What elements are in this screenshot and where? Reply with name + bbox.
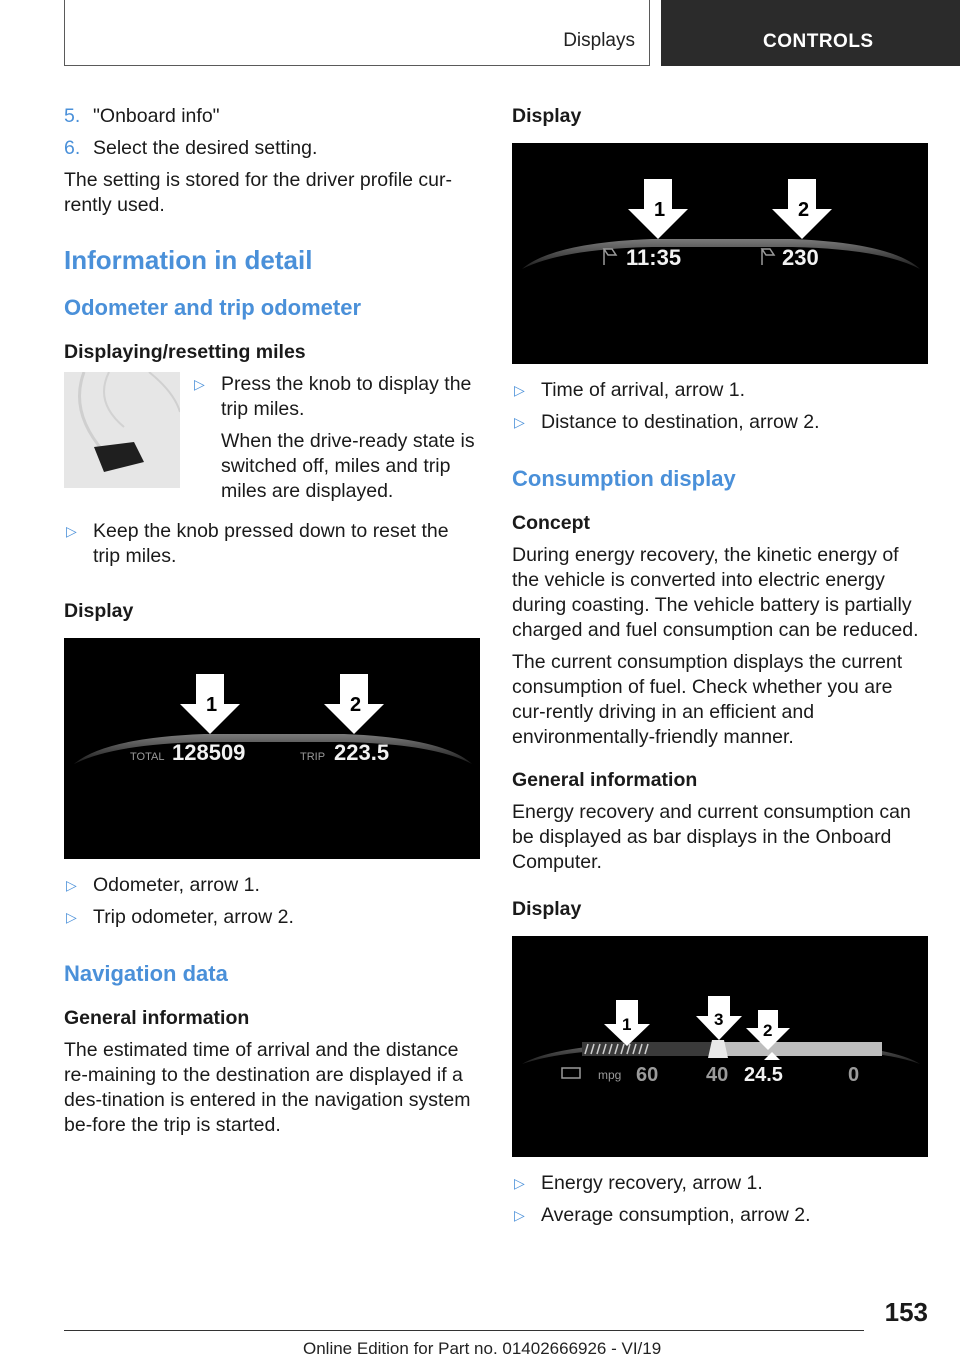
arrow-label-2: 2 xyxy=(798,199,810,221)
arrival-time: 11:35 xyxy=(626,245,682,270)
scale-0: 0 xyxy=(848,1064,860,1086)
header-chapter-box xyxy=(661,0,960,66)
heading-odometer: Odometer and trip odometer xyxy=(64,295,362,320)
scale-60: 60 xyxy=(636,1064,659,1086)
nav-bullet-2: ▷ Distance to destination, arrow 2. xyxy=(514,411,820,433)
nav-bullet-1: ▷ Time of arrival, arrow 1. xyxy=(514,379,746,401)
step-5: 5. "Onboard info" xyxy=(64,105,220,127)
triangle-bullet-icon: ▷ xyxy=(514,1175,525,1191)
page-number: 153 xyxy=(884,1297,928,1327)
heading-consumption-display: Consumption display xyxy=(512,466,736,491)
cons-bullet-1: ▷ Energy recovery, arrow 1. xyxy=(514,1172,763,1194)
flag-icon xyxy=(604,249,616,265)
triangle-bullet-icon: ▷ xyxy=(514,382,525,398)
knob-image xyxy=(64,372,180,488)
triangle-bullet-icon: ▷ xyxy=(66,877,77,893)
heading-navigation-data: Navigation data xyxy=(64,961,228,986)
footer-edition: Online Edition for Part no. 01402666926 - VI/19 xyxy=(303,1339,662,1358)
heading-nav-general: General information xyxy=(64,1007,250,1029)
knob-block xyxy=(64,372,480,518)
header-chapter-title: CONTROLS xyxy=(763,31,874,52)
triangle-bullet-icon: ▷ xyxy=(514,414,525,430)
average-value: 24.5 xyxy=(744,1064,783,1086)
heading-displaying-resetting: Displaying/resetting miles xyxy=(64,341,306,363)
unit-label: mpg xyxy=(598,1068,622,1082)
arrow-label-2: 2 xyxy=(763,1021,773,1040)
triangle-bullet-icon: ▷ xyxy=(194,376,205,392)
heading-display-odometer: Display xyxy=(64,600,134,622)
arrow-label-3: 3 xyxy=(714,1010,724,1029)
header-section-box xyxy=(64,0,650,66)
concept-text: During energy recovery, the kinetic energy of the vehicle is converted into electric energy during coasting. The vehicle battery is partially charged and fuel consumption can be reduced. xyxy=(512,544,919,641)
cons-bullet-2: ▷ Average consumption, arrow 2. xyxy=(514,1204,811,1226)
flag-icon xyxy=(762,249,774,265)
step-6: 6. Select the desired setting. xyxy=(64,137,318,159)
consumption-general-text: Energy recovery and current consumption can be displayed as bar displays in the Onboard Computer. xyxy=(512,801,911,873)
current-consumption-text: The current consumption displays the current consumption of fuel. Check whether you are cur-rently driving in an efficient and environmentally-friendly manner. xyxy=(512,651,903,748)
scale-40: 40 xyxy=(706,1064,729,1086)
navigation-display-image xyxy=(512,143,928,364)
total-value: 128509 xyxy=(172,740,246,765)
heading-consumption-general: General information xyxy=(512,769,698,791)
right-column xyxy=(512,104,928,1235)
heading-display-nav: Display xyxy=(512,105,582,127)
arrow-label-2: 2 xyxy=(350,694,362,716)
arrow-label-1: 1 xyxy=(206,694,218,716)
triangle-bullet-icon: ▷ xyxy=(66,523,77,539)
header-section-title: Displays xyxy=(563,30,635,51)
nav-general-text: The estimated time of arrival and the distance re-maining to the destination are displayed if a des-tination is entered in the navigation system be-fore the trip is started. xyxy=(64,1039,471,1136)
heading-display-consumption: Display xyxy=(512,898,582,920)
consumption-display-image xyxy=(512,936,928,1157)
trip-label: TRIP xyxy=(300,751,326,763)
arrow-label-1: 1 xyxy=(622,1015,632,1034)
distance-value: 230 xyxy=(782,245,819,270)
odometer-display-image xyxy=(64,638,480,859)
footer-divider xyxy=(64,1330,864,1331)
odo-bullet-2: ▷ Trip odometer, arrow 2. xyxy=(66,906,294,928)
heading-information-in-detail: Information in detail xyxy=(64,245,313,275)
total-label: TOTAL xyxy=(130,751,165,763)
stored-note: The setting is stored for the driver profile cur-rently used. xyxy=(64,169,452,216)
arrow-label-1: 1 xyxy=(654,199,666,221)
knob-bullet-1: ▷ Press the knob to display the trip miles. When the drive-ready state is switched off, miles and trip miles are displayed. xyxy=(192,372,480,511)
battery-icon xyxy=(562,1068,580,1078)
triangle-bullet-icon: ▷ xyxy=(514,1207,525,1223)
triangle-bullet-icon: ▷ xyxy=(66,909,77,925)
left-column xyxy=(64,104,480,1145)
heading-concept: Concept xyxy=(512,512,590,534)
odo-bullet-1: ▷ Odometer, arrow 1. xyxy=(66,874,260,896)
trip-value: 223.5 xyxy=(334,740,390,765)
knob-bullet-2: ▷ Keep the knob pressed down to reset the trip miles. xyxy=(66,520,449,567)
